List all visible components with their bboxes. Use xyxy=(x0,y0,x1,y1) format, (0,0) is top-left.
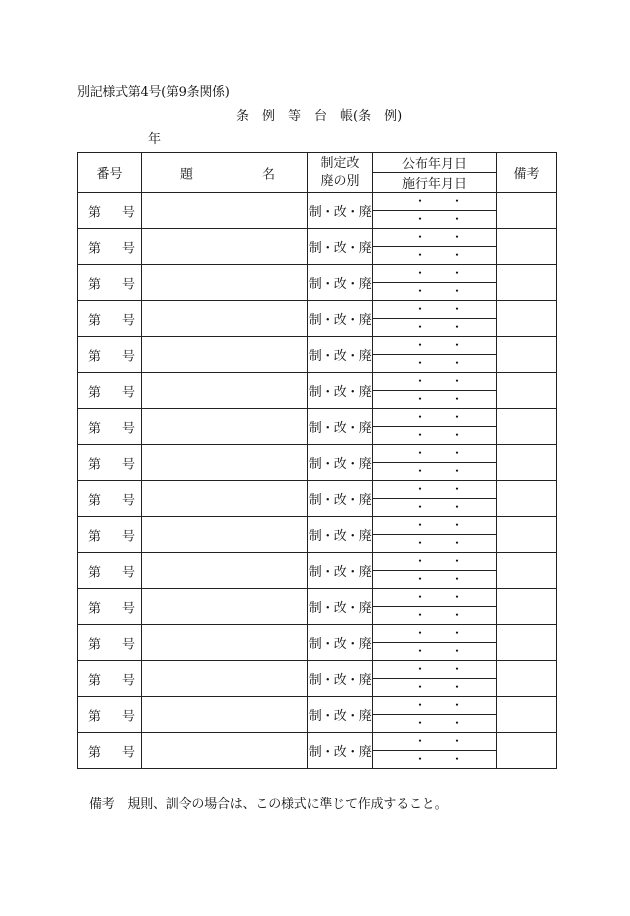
date-separator: ・ xyxy=(414,625,427,640)
header-row-top xyxy=(78,153,557,173)
row-remarks-cell[interactable] xyxy=(497,481,557,517)
date-separator: ・ xyxy=(414,355,427,370)
row-enforcement-date-cell[interactable] xyxy=(373,535,497,553)
row-remarks-cell[interactable] xyxy=(497,553,557,589)
date-separator: ・ xyxy=(451,751,464,766)
date-separator: ・ xyxy=(414,499,427,514)
row-number-prefix: 第 xyxy=(88,349,102,364)
row-promulgation-date-cell[interactable] xyxy=(373,301,497,319)
date-separator: ・ xyxy=(414,391,427,406)
row-number-cell[interactable] xyxy=(78,589,142,625)
date-separator: ・ xyxy=(414,319,427,334)
date-separator: ・ xyxy=(451,571,464,586)
date-separator: ・ xyxy=(451,499,464,514)
row-number-prefix: 第 xyxy=(88,673,102,688)
date-separator: ・ xyxy=(451,607,464,622)
row-number-prefix: 第 xyxy=(88,277,102,292)
table-row xyxy=(78,229,557,247)
date-separator: ・ xyxy=(414,283,427,298)
date-separator: ・ xyxy=(451,283,464,298)
date-separator: ・ xyxy=(451,481,464,496)
row-number-prefix: 第 xyxy=(88,457,102,472)
row-enforcement-date-cell[interactable] xyxy=(373,499,497,517)
row-promulgation-date-cell[interactable] xyxy=(373,697,497,715)
row-number-suffix: 号 xyxy=(122,205,136,220)
row-kind-cell[interactable]: 制・改・廃 xyxy=(308,445,373,481)
row-enforcement-date-cell[interactable] xyxy=(373,427,497,445)
date-separator: ・ xyxy=(451,625,464,640)
table-row xyxy=(78,517,557,535)
date-separator: ・ xyxy=(451,715,464,730)
row-promulgation-date-cell[interactable] xyxy=(373,589,497,607)
row-title-cell[interactable] xyxy=(142,733,308,769)
row-number-cell[interactable] xyxy=(78,373,142,409)
row-title-cell[interactable] xyxy=(142,661,308,697)
row-title-cell[interactable] xyxy=(142,625,308,661)
row-remarks-cell[interactable] xyxy=(497,589,557,625)
row-number-suffix: 号 xyxy=(122,385,136,400)
row-number-suffix: 号 xyxy=(122,601,136,616)
date-separator: ・ xyxy=(451,517,464,532)
row-title-cell[interactable] xyxy=(142,481,308,517)
header-enforcement-date: 施行年月日 xyxy=(373,173,497,193)
row-kind-cell[interactable]: 制・改・廃 xyxy=(308,229,373,265)
row-number-cell[interactable] xyxy=(78,481,142,517)
row-number-suffix: 号 xyxy=(122,349,136,364)
date-separator: ・ xyxy=(451,589,464,604)
date-separator: ・ xyxy=(451,247,464,262)
date-separator: ・ xyxy=(414,697,427,712)
row-number-prefix: 第 xyxy=(88,241,102,256)
row-title-cell[interactable] xyxy=(142,517,308,553)
row-number-suffix: 号 xyxy=(122,745,136,760)
date-separator: ・ xyxy=(414,481,427,496)
date-separator: ・ xyxy=(414,589,427,604)
row-number-suffix: 号 xyxy=(122,493,136,508)
row-number-cell[interactable] xyxy=(78,301,142,337)
row-remarks-cell[interactable] xyxy=(497,229,557,265)
row-number-cell[interactable] xyxy=(78,697,142,733)
date-separator: ・ xyxy=(451,535,464,550)
row-enforcement-date-cell[interactable] xyxy=(373,211,497,229)
row-number-cell[interactable] xyxy=(78,625,142,661)
row-title-cell[interactable] xyxy=(142,193,308,229)
row-enforcement-date-cell[interactable] xyxy=(373,355,497,373)
row-title-cell[interactable] xyxy=(142,589,308,625)
table-row xyxy=(78,481,557,499)
table-row xyxy=(78,337,557,355)
date-separator: ・ xyxy=(414,733,427,748)
year-label: 年 xyxy=(148,132,162,147)
row-number-cell[interactable] xyxy=(78,193,142,229)
date-separator: ・ xyxy=(414,553,427,568)
row-number-prefix: 第 xyxy=(88,493,102,508)
row-remarks-cell[interactable] xyxy=(497,733,557,769)
table-row xyxy=(78,193,557,211)
row-enforcement-date-cell[interactable] xyxy=(373,391,497,409)
row-remarks-cell[interactable] xyxy=(497,337,557,373)
row-title-cell[interactable] xyxy=(142,553,308,589)
row-kind-cell[interactable]: 制・改・廃 xyxy=(308,337,373,373)
row-title-cell[interactable] xyxy=(142,229,308,265)
row-number-suffix: 号 xyxy=(122,565,136,580)
row-number-cell[interactable] xyxy=(78,661,142,697)
row-enforcement-date-cell[interactable] xyxy=(373,751,497,769)
row-kind-cell[interactable]: 制・改・廃 xyxy=(308,409,373,445)
date-separator: ・ xyxy=(451,733,464,748)
row-promulgation-date-cell[interactable] xyxy=(373,373,497,391)
row-number-prefix: 第 xyxy=(88,709,102,724)
row-enforcement-date-cell[interactable] xyxy=(373,463,497,481)
date-separator: ・ xyxy=(451,319,464,334)
date-separator: ・ xyxy=(451,679,464,694)
row-number-cell[interactable] xyxy=(78,553,142,589)
date-separator: ・ xyxy=(451,193,464,208)
row-promulgation-date-cell[interactable] xyxy=(373,517,497,535)
row-promulgation-date-cell[interactable] xyxy=(373,265,497,283)
row-kind-cell[interactable]: 制・改・廃 xyxy=(308,553,373,589)
table-row xyxy=(78,625,557,643)
header-kind-line1: 制定改 xyxy=(320,155,360,171)
row-remarks-cell[interactable] xyxy=(497,445,557,481)
row-number-suffix: 号 xyxy=(122,673,136,688)
row-number-cell[interactable] xyxy=(78,445,142,481)
date-separator: ・ xyxy=(414,247,427,262)
date-separator: ・ xyxy=(414,679,427,694)
row-number-prefix: 第 xyxy=(88,205,102,220)
ordinance-ledger-table xyxy=(77,152,557,769)
table-row xyxy=(78,409,557,427)
row-title-cell[interactable] xyxy=(142,373,308,409)
date-separator: ・ xyxy=(414,301,427,316)
row-kind-cell[interactable]: 制・改・廃 xyxy=(308,265,373,301)
row-kind-cell[interactable]: 制・改・廃 xyxy=(308,589,373,625)
row-promulgation-date-cell[interactable] xyxy=(373,733,497,751)
date-separator: ・ xyxy=(451,391,464,406)
row-kind-cell[interactable]: 制・改・廃 xyxy=(308,625,373,661)
date-separator: ・ xyxy=(414,409,427,424)
row-promulgation-date-cell[interactable] xyxy=(373,337,497,355)
row-remarks-cell[interactable] xyxy=(497,301,557,337)
date-separator: ・ xyxy=(414,751,427,766)
date-separator: ・ xyxy=(414,373,427,388)
row-number-suffix: 号 xyxy=(122,709,136,724)
row-title-cell[interactable] xyxy=(142,301,308,337)
header-promulgation-date: 公布年月日 xyxy=(373,153,497,173)
row-enforcement-date-cell[interactable] xyxy=(373,319,497,337)
date-separator: ・ xyxy=(451,355,464,370)
date-separator: ・ xyxy=(414,715,427,730)
date-separator: ・ xyxy=(414,337,427,352)
row-number-cell[interactable] xyxy=(78,337,142,373)
date-separator: ・ xyxy=(414,571,427,586)
row-title-cell[interactable] xyxy=(142,337,308,373)
row-enforcement-date-cell[interactable] xyxy=(373,679,497,697)
row-remarks-cell[interactable] xyxy=(497,265,557,301)
header-title-b: 名 xyxy=(262,167,276,182)
table-row xyxy=(78,697,557,715)
table-row xyxy=(78,373,557,391)
row-number-prefix: 第 xyxy=(88,421,102,436)
date-separator: ・ xyxy=(451,373,464,388)
date-separator: ・ xyxy=(414,643,427,658)
date-separator: ・ xyxy=(451,553,464,568)
row-remarks-cell[interactable] xyxy=(497,517,557,553)
date-separator: ・ xyxy=(451,409,464,424)
table-row xyxy=(78,733,557,751)
header-number: 番号 xyxy=(78,153,142,193)
row-kind-cell[interactable]: 制・改・廃 xyxy=(308,517,373,553)
row-remarks-cell[interactable] xyxy=(497,661,557,697)
row-kind-cell[interactable]: 制・改・廃 xyxy=(308,661,373,697)
table-row xyxy=(78,445,557,463)
date-separator: ・ xyxy=(414,607,427,622)
date-separator: ・ xyxy=(451,697,464,712)
ledger-body xyxy=(78,193,557,769)
row-enforcement-date-cell[interactable] xyxy=(373,283,497,301)
row-number-prefix: 第 xyxy=(88,601,102,616)
row-number-prefix: 第 xyxy=(88,745,102,760)
header-title xyxy=(142,153,308,193)
row-number-suffix: 号 xyxy=(122,637,136,652)
row-promulgation-date-cell[interactable] xyxy=(373,445,497,463)
form-title: 条 例 等 台 帳(条 例) xyxy=(236,109,403,124)
row-enforcement-date-cell[interactable] xyxy=(373,715,497,733)
header-title-a: 題 xyxy=(180,167,194,182)
row-number-cell[interactable] xyxy=(78,517,142,553)
row-remarks-cell[interactable] xyxy=(497,193,557,229)
row-remarks-cell[interactable] xyxy=(497,409,557,445)
header-kind-line2: 廃の別 xyxy=(320,173,360,189)
row-remarks-cell[interactable] xyxy=(497,697,557,733)
row-number-suffix: 号 xyxy=(122,313,136,328)
row-kind-cell[interactable]: 制・改・廃 xyxy=(308,301,373,337)
date-separator: ・ xyxy=(414,445,427,460)
date-separator: ・ xyxy=(414,211,427,226)
table-row xyxy=(78,265,557,283)
row-number-suffix: 号 xyxy=(122,241,136,256)
table-row xyxy=(78,661,557,679)
date-separator: ・ xyxy=(414,427,427,442)
row-number-suffix: 号 xyxy=(122,421,136,436)
row-number-prefix: 第 xyxy=(88,313,102,328)
footer-note: 備考 規則、訓令の場合は、この様式に準じて作成すること。 xyxy=(89,797,448,812)
row-number-cell[interactable] xyxy=(78,265,142,301)
row-number-prefix: 第 xyxy=(88,565,102,580)
table-row xyxy=(78,553,557,571)
table-row xyxy=(78,589,557,607)
date-separator: ・ xyxy=(451,265,464,280)
row-kind-cell[interactable]: 制・改・廃 xyxy=(308,481,373,517)
row-remarks-cell[interactable] xyxy=(497,625,557,661)
header-remarks: 備考 xyxy=(497,153,557,193)
row-promulgation-date-cell[interactable] xyxy=(373,625,497,643)
row-number-suffix: 号 xyxy=(122,529,136,544)
row-enforcement-date-cell[interactable] xyxy=(373,643,497,661)
date-separator: ・ xyxy=(414,463,427,478)
row-kind-cell[interactable]: 制・改・廃 xyxy=(308,697,373,733)
row-enforcement-date-cell[interactable] xyxy=(373,247,497,265)
row-kind-cell[interactable]: 制・改・廃 xyxy=(308,193,373,229)
form-number-label: 別記様式第4号(第9条関係) xyxy=(77,85,230,100)
row-number-prefix: 第 xyxy=(88,385,102,400)
row-kind-cell[interactable]: 制・改・廃 xyxy=(308,733,373,769)
row-number-suffix: 号 xyxy=(122,277,136,292)
row-title-cell[interactable] xyxy=(142,409,308,445)
date-separator: ・ xyxy=(451,427,464,442)
row-enforcement-date-cell[interactable] xyxy=(373,571,497,589)
row-kind-cell[interactable]: 制・改・廃 xyxy=(308,373,373,409)
header-kind xyxy=(308,153,373,193)
row-number-suffix: 号 xyxy=(122,457,136,472)
row-number-cell[interactable] xyxy=(78,409,142,445)
row-promulgation-date-cell[interactable] xyxy=(373,409,497,427)
row-enforcement-date-cell[interactable] xyxy=(373,607,497,625)
row-promulgation-date-cell[interactable] xyxy=(373,193,497,211)
row-title-cell[interactable] xyxy=(142,445,308,481)
row-number-cell[interactable] xyxy=(78,229,142,265)
row-promulgation-date-cell[interactable] xyxy=(373,661,497,679)
date-separator: ・ xyxy=(451,661,464,676)
date-separator: ・ xyxy=(414,193,427,208)
date-separator: ・ xyxy=(414,661,427,676)
date-separator: ・ xyxy=(451,463,464,478)
date-separator: ・ xyxy=(414,229,427,244)
date-separator: ・ xyxy=(414,517,427,532)
row-title-cell[interactable] xyxy=(142,265,308,301)
row-number-prefix: 第 xyxy=(88,637,102,652)
date-separator: ・ xyxy=(414,265,427,280)
date-separator: ・ xyxy=(451,211,464,226)
row-number-cell[interactable] xyxy=(78,733,142,769)
date-separator: ・ xyxy=(451,445,464,460)
date-separator: ・ xyxy=(414,535,427,550)
table-row xyxy=(78,301,557,319)
date-separator: ・ xyxy=(451,229,464,244)
date-separator: ・ xyxy=(451,337,464,352)
row-promulgation-date-cell[interactable] xyxy=(373,229,497,247)
row-promulgation-date-cell[interactable] xyxy=(373,553,497,571)
row-number-prefix: 第 xyxy=(88,529,102,544)
date-separator: ・ xyxy=(451,643,464,658)
date-separator: ・ xyxy=(451,301,464,316)
row-promulgation-date-cell[interactable] xyxy=(373,481,497,499)
row-remarks-cell[interactable] xyxy=(497,373,557,409)
row-title-cell[interactable] xyxy=(142,697,308,733)
